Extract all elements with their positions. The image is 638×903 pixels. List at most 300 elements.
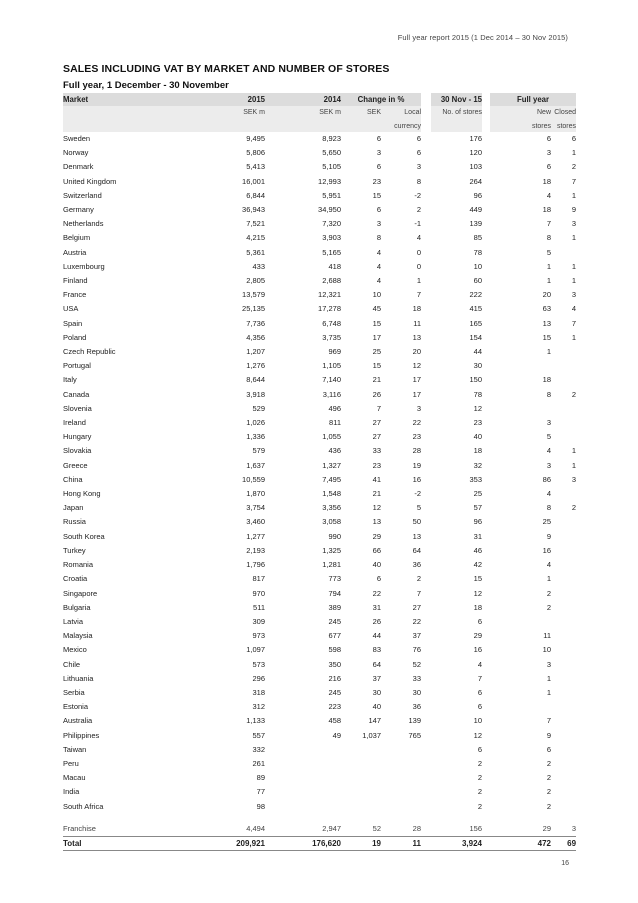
cell-y2015: 5,361: [246, 247, 265, 257]
cell-local: 36: [412, 560, 422, 570]
cell-local: 20: [412, 347, 422, 357]
cell-market: Latvia: [63, 616, 84, 626]
cell-closed: 1: [571, 276, 577, 286]
cell-y2014: 1,105: [322, 361, 341, 371]
cell-sek: 40: [372, 560, 381, 570]
cell-stores: 3,924: [431, 836, 482, 850]
cell-local: 5: [416, 503, 422, 513]
cell-stores: 46: [473, 545, 483, 555]
cell-market: Germany: [63, 205, 94, 215]
table-row: [63, 160, 576, 174]
cell-y2014: 2,688: [322, 276, 341, 286]
cell-new: 1: [546, 673, 552, 683]
table-row: [63, 686, 576, 700]
cell-new: [524, 402, 551, 416]
cell-sek: 15: [372, 190, 381, 200]
cell-sek: 23: [372, 176, 381, 186]
cell-new: 1: [546, 276, 552, 286]
table-row: [63, 700, 576, 714]
cell-sek: [341, 771, 381, 785]
cell-stores: 85: [473, 233, 483, 243]
table-row: [63, 402, 576, 416]
cell-new: 2: [546, 773, 552, 783]
table-row: [63, 331, 576, 345]
cell-y2014: 811: [329, 418, 341, 428]
cell-sek: 45: [372, 304, 381, 314]
header-full-year: Full year: [490, 93, 576, 106]
cell-y2015: 77: [256, 787, 265, 797]
table-row: [63, 487, 576, 501]
subheader-closed: Closed: [551, 106, 576, 120]
cell-sek: 3: [376, 148, 381, 158]
cell-stores: 120: [469, 148, 483, 158]
cell-new: 3: [546, 418, 552, 428]
cell-local: 50: [412, 517, 422, 527]
cell-stores: 222: [469, 290, 483, 300]
cell-local: 11: [381, 836, 421, 850]
cell-y2015: 1,207: [246, 347, 265, 357]
table-row: [63, 444, 576, 458]
cell-y2015: 4,215: [246, 233, 265, 243]
cell-y2014: 12,993: [318, 176, 341, 186]
cell-market: Estonia: [63, 702, 89, 712]
cell-sek: 33: [372, 446, 381, 456]
cell-y2014: 8,923: [322, 134, 341, 143]
cell-y2015: 7,521: [246, 219, 265, 229]
cell-y2015: 9,495: [246, 134, 265, 143]
cell-y2015: 4,356: [246, 332, 265, 342]
cell-new: 3: [546, 460, 552, 470]
header-change: Change in %: [341, 93, 421, 106]
cell-closed: 1: [571, 460, 577, 470]
cell-y2015: 7,736: [246, 318, 265, 328]
cell-local: 64: [412, 545, 422, 555]
cell-new: 29: [542, 823, 552, 833]
table-row: [63, 175, 576, 189]
cell-y2014: 5,650: [322, 148, 341, 158]
cell-market: Portugal: [63, 361, 91, 371]
cell-local: [381, 743, 421, 757]
cell-stores: 150: [469, 375, 483, 385]
report-header-note: Full year report 2015 (1 Dec 2014 – 30 Nov 2015): [397, 33, 568, 42]
cell-sek: [341, 785, 381, 799]
cell-y2014: 245: [328, 687, 341, 697]
cell-y2015: 573: [252, 659, 265, 669]
subheader-local: Local: [381, 106, 421, 120]
table-row: [63, 658, 576, 672]
cell-new: 7: [546, 716, 552, 726]
cell-y2015: 1,637: [246, 460, 265, 470]
cell-closed: 2: [571, 503, 577, 513]
cell-sek: 15: [372, 318, 381, 328]
cell-market: Norway: [63, 148, 89, 158]
cell-stores: 18: [473, 446, 483, 456]
cell-closed: [551, 416, 576, 430]
cell-y2014: 3,735: [322, 332, 341, 342]
cell-y2014: 598: [328, 645, 341, 655]
subheader-closed-stores: stores: [551, 120, 576, 132]
cell-new: 1: [546, 261, 552, 271]
cell-local: -1: [414, 219, 422, 229]
cell-local: 0: [416, 247, 422, 257]
cell-stores: 6: [477, 744, 483, 754]
cell-stores: 7: [477, 673, 483, 683]
cell-market: Bulgaria: [63, 602, 91, 612]
cell-new: 13: [542, 318, 552, 328]
cell-y2015: 557: [252, 730, 265, 740]
cell-y2014: 677: [328, 631, 341, 641]
cell-new: 4: [546, 489, 552, 499]
cell-local: 30: [412, 687, 422, 697]
cell-y2014: 5,105: [322, 162, 341, 172]
cell-sek: 64: [372, 659, 381, 669]
cell-stores: 6: [477, 616, 483, 626]
cell-closed: [551, 601, 576, 615]
cell-market: Taiwan: [63, 744, 87, 754]
cell-stores: 6: [477, 702, 483, 712]
cell-y2014: 3,356: [322, 503, 341, 513]
cell-y2015: 89: [256, 773, 265, 783]
cell-stores: 176: [469, 134, 483, 143]
cell-sek: 6: [376, 574, 381, 584]
cell-y2015: 36,943: [242, 205, 265, 215]
cell-market: Ireland: [63, 418, 86, 428]
cell-y2015: 579: [252, 446, 265, 456]
cell-local: 36: [412, 702, 422, 712]
cell-y2014: 794: [328, 588, 341, 598]
table-row: [63, 288, 576, 302]
cell-local: 17: [412, 389, 422, 399]
cell-local: 19: [412, 460, 422, 470]
cell-market: Switzerland: [63, 190, 102, 200]
cell-closed: 3: [571, 823, 577, 833]
cell-y2015: 3,918: [246, 389, 265, 399]
subheader-currency: currency: [381, 120, 421, 132]
cell-y2014: 245: [328, 616, 341, 626]
cell-y2014: 49: [332, 730, 341, 740]
cell-closed: [551, 430, 576, 444]
cell-market: Netherlands: [63, 219, 104, 229]
page-subtitle: Full year, 1 December - 30 November: [63, 80, 229, 91]
cell-y2014: 1,327: [322, 460, 341, 470]
cell-y2015: 817: [252, 574, 265, 584]
cell-closed: [551, 572, 576, 586]
cell-market: Luxembourg: [63, 261, 105, 271]
cell-local: 1: [416, 276, 422, 286]
cell-stores: 165: [469, 318, 483, 328]
cell-new: 2: [546, 787, 552, 797]
cell-closed: [551, 373, 576, 387]
cell-local: [381, 785, 421, 799]
subheader-new-stores: stores: [490, 120, 551, 132]
cell-y2015: 433: [252, 261, 265, 271]
cell-sek: 7: [376, 403, 381, 413]
cell-closed: 2: [571, 162, 577, 172]
cell-closed: 9: [571, 205, 577, 215]
cell-sek: 83: [372, 645, 381, 655]
cell-market: USA: [63, 304, 79, 314]
cell-sek: 26: [372, 389, 381, 399]
cell-stores: 29: [473, 631, 483, 641]
table-row: [63, 800, 576, 814]
cell-local: 52: [412, 659, 422, 669]
cell-local: 28: [412, 823, 422, 833]
cell-market: Malaysia: [63, 631, 93, 641]
cell-y2014: 176,620: [265, 836, 341, 850]
cell-stores: 32: [473, 460, 483, 470]
cell-closed: [551, 643, 576, 657]
table-row: [63, 771, 576, 785]
table-row: [63, 132, 576, 146]
cell-market: Hungary: [63, 432, 92, 442]
cell-new: 6: [546, 134, 552, 143]
cell-y2014: 418: [328, 261, 341, 271]
table-row: [63, 388, 576, 402]
cell-closed: 1: [571, 446, 577, 456]
cell-stores: 154: [469, 332, 483, 342]
cell-stores: 57: [473, 503, 483, 513]
cell-market: Turkey: [63, 545, 86, 555]
cell-sek: 13: [372, 517, 381, 527]
cell-closed: [551, 658, 576, 672]
cell-closed: [551, 785, 576, 799]
cell-sek: 26: [372, 616, 381, 626]
table-header-row: [63, 93, 576, 106]
cell-y2015: 1,796: [246, 560, 265, 570]
cell-stores: 15: [473, 574, 483, 584]
table-row: [63, 785, 576, 799]
cell-sek: 21: [372, 489, 381, 499]
cell-closed: [551, 743, 576, 757]
cell-closed: [551, 714, 576, 728]
cell-new: 63: [542, 304, 552, 314]
cell-closed: 6: [571, 134, 577, 143]
cell-y2014: 496: [328, 403, 341, 413]
cell-local: 16: [412, 474, 422, 484]
table-row: [63, 231, 576, 245]
cell-y2015: 970: [252, 588, 265, 598]
cell-y2015: 209,921: [185, 836, 265, 850]
cell-market: Japan: [63, 503, 84, 513]
table-row: [63, 246, 576, 260]
header-market: Market: [63, 93, 185, 106]
cell-sek: 6: [376, 205, 381, 215]
cell-new: [524, 700, 551, 714]
cell-y2015: 2,805: [246, 276, 265, 286]
cell-sek: 4: [376, 276, 381, 286]
cell-y2014: 1,055: [322, 432, 341, 442]
cell-local: 22: [412, 616, 422, 626]
cell-local: 11: [413, 318, 422, 328]
cell-closed: [551, 558, 576, 572]
cell-market: United Kingdom: [63, 176, 117, 186]
cell-sek: 1,037: [362, 730, 381, 740]
cell-new: 18: [542, 176, 552, 186]
cell-market: Singapore: [63, 588, 98, 598]
cell-y2015: 1,870: [246, 489, 265, 499]
cell-closed: [551, 246, 576, 260]
cell-y2015: 3,754: [246, 503, 265, 513]
cell-y2014: 436: [328, 446, 341, 456]
cell-sek: 147: [368, 716, 381, 726]
cell-new: 9: [546, 531, 552, 541]
cell-y2014: 1,548: [322, 489, 341, 499]
cell-stores: 44: [473, 347, 483, 357]
cell-y2015: 13,579: [242, 290, 265, 300]
cell-market: India: [63, 787, 80, 797]
cell-stores: 60: [473, 276, 483, 286]
cell-market: Australia: [63, 716, 93, 726]
cell-y2015: 1,026: [246, 418, 265, 428]
cell-sek: 22: [372, 588, 381, 598]
cell-y2014: 1,325: [322, 545, 341, 555]
table-row: [63, 672, 576, 686]
cell-sek: 15: [372, 361, 381, 371]
cell-market: Mexico: [63, 645, 87, 655]
cell-stores: 25: [473, 489, 483, 499]
cell-new: 7: [546, 219, 552, 229]
table-row: [63, 217, 576, 231]
cell-closed: 3: [571, 474, 577, 484]
cell-closed: [551, 800, 576, 814]
cell-y2014: 3,116: [322, 389, 341, 399]
cell-local: 28: [412, 446, 422, 456]
cell-market: Greece: [63, 460, 88, 470]
cell-new: 18: [542, 205, 552, 215]
cell-y2014: [265, 785, 341, 799]
cell-y2015: 312: [252, 702, 265, 712]
cell-new: 9: [546, 730, 552, 740]
cell-y2014: 3,903: [322, 233, 341, 243]
table-row: [63, 530, 576, 544]
table-row: [63, 572, 576, 586]
table-row: [63, 473, 576, 487]
cell-local: 23: [412, 432, 422, 442]
cell-market: Slovenia: [63, 403, 92, 413]
table-subheader-row: [63, 106, 576, 120]
cell-new: 1: [546, 687, 552, 697]
cell-y2014: 350: [328, 659, 341, 669]
cell-sek: 31: [372, 602, 381, 612]
cell-y2014: 969: [328, 347, 341, 357]
table-row: [63, 544, 576, 558]
table-row: [63, 430, 576, 444]
cell-local: [381, 800, 421, 814]
cell-new: 2: [546, 801, 552, 811]
cell-sek: 21: [372, 375, 381, 385]
cell-y2015: 529: [252, 403, 265, 413]
table-row: [63, 345, 576, 359]
cell-new: 1: [546, 347, 552, 357]
table-row: [63, 729, 576, 743]
cell-closed: [551, 530, 576, 544]
cell-local: 22: [412, 418, 422, 428]
cell-sek: 30: [372, 687, 381, 697]
cell-closed: 1: [571, 233, 577, 243]
cell-new: 4: [546, 446, 552, 456]
table-row: [63, 587, 576, 601]
subheader-new: New: [490, 106, 551, 120]
header-30nov15: 30 Nov - 15: [431, 93, 482, 106]
cell-y2015: 6,844: [246, 190, 265, 200]
cell-local: 17: [412, 375, 422, 385]
cell-new: 472: [524, 836, 551, 850]
cell-y2014: 216: [328, 673, 341, 683]
cell-y2015: 973: [252, 631, 265, 641]
cell-local: -2: [414, 489, 422, 499]
cell-sek: 8: [376, 233, 381, 243]
cell-market: Sweden: [63, 134, 91, 143]
table-row: [63, 260, 576, 274]
cell-market: Chile: [63, 659, 81, 669]
cell-market: Peru: [63, 758, 79, 768]
cell-closed: 1: [571, 332, 577, 342]
cell-y2015: 10,559: [242, 474, 265, 484]
cell-sek: 6: [376, 162, 381, 172]
cell-stores: 40: [473, 432, 483, 442]
cell-y2015: 16,001: [242, 176, 265, 186]
cell-closed: 7: [571, 318, 577, 328]
sales-by-market-table: [63, 93, 576, 851]
cell-sek: 37: [372, 673, 381, 683]
cell-local: 6: [416, 134, 422, 143]
cell-sek: [341, 757, 381, 771]
cell-y2014: 389: [328, 602, 341, 612]
cell-closed: [551, 771, 576, 785]
cell-new: 15: [542, 332, 552, 342]
cell-y2014: 7,320: [322, 219, 341, 229]
cell-y2015: 318: [252, 687, 265, 697]
cell-market: Italy: [63, 375, 77, 385]
cell-stores: 78: [473, 389, 483, 399]
cell-local: 27: [412, 602, 422, 612]
cell-sek: 40: [372, 702, 381, 712]
cell-local: 4: [416, 233, 422, 243]
cell-market: Franchise: [63, 823, 96, 833]
cell-y2015: 1,277: [246, 531, 265, 541]
cell-closed: [551, 345, 576, 359]
cell-stores: 353: [469, 474, 483, 484]
cell-stores: 31: [473, 531, 483, 541]
cell-y2015: 1,276: [246, 361, 265, 371]
cell-sek: 44: [372, 631, 381, 641]
table-row: [63, 416, 576, 430]
cell-local: 139: [408, 716, 422, 726]
cell-y2014: 6,748: [322, 318, 341, 328]
cell-local: 76: [412, 645, 422, 655]
table-row: [63, 743, 576, 757]
franchise-row: [63, 822, 576, 837]
cell-sek: 66: [372, 545, 381, 555]
cell-stores: 23: [473, 418, 483, 428]
cell-sek: 25: [372, 347, 381, 357]
cell-y2014: 773: [328, 574, 341, 584]
cell-closed: 2: [571, 389, 577, 399]
cell-local: 2: [416, 205, 422, 215]
cell-stores: 16: [473, 645, 483, 655]
cell-sek: 10: [372, 290, 381, 300]
cell-stores: 12: [473, 730, 483, 740]
cell-new: 4: [546, 190, 552, 200]
cell-sek: 41: [372, 474, 381, 484]
cell-closed: [551, 359, 576, 373]
cell-sek: 3: [376, 219, 381, 229]
cell-sek: 6: [376, 134, 381, 143]
table-row: [63, 317, 576, 331]
cell-new: [524, 359, 551, 373]
cell-local: 37: [412, 631, 422, 641]
cell-y2014: 7,495: [322, 474, 341, 484]
